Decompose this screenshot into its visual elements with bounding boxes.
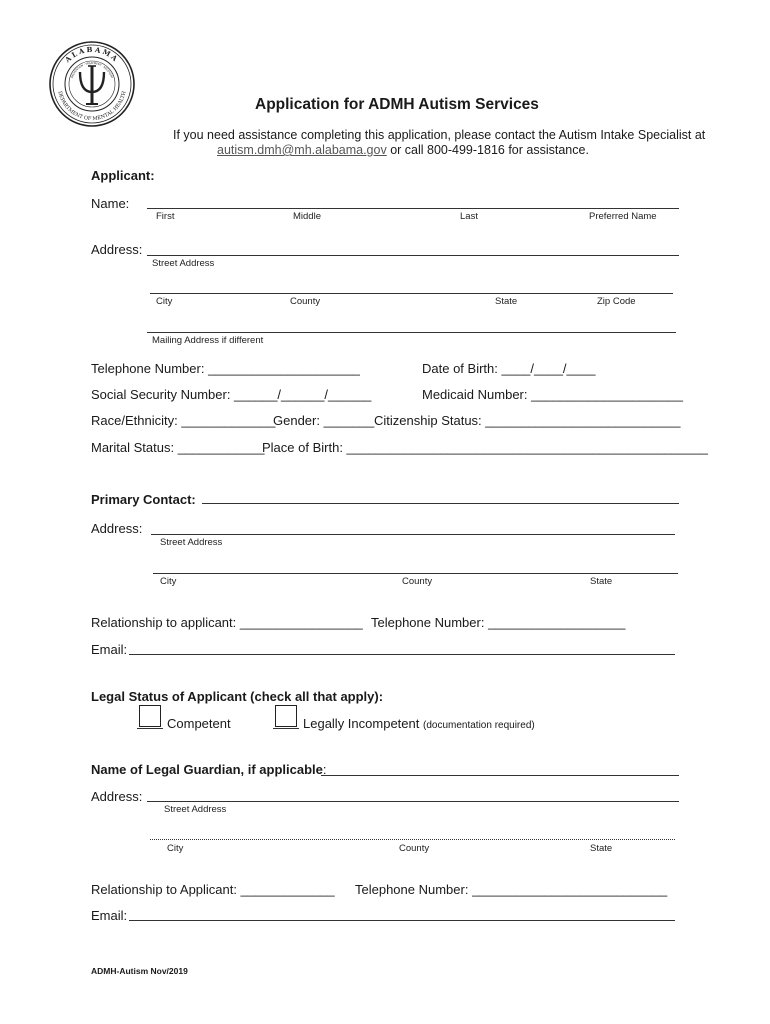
guardian-city-field[interactable] (150, 839, 675, 840)
guardian-name-field[interactable] (321, 775, 679, 776)
applicant-mailing-label: Mailing Address if different (152, 335, 264, 346)
applicant-county-label: County (290, 296, 321, 307)
guardian-address-label: Address: (91, 789, 143, 804)
guardian-email-field[interactable] (129, 920, 675, 921)
svg-text:ALABAMA: ALABAMA (63, 44, 121, 65)
primary-contact-address-label: Address: (91, 521, 143, 536)
competent-checkbox-underline (137, 728, 163, 729)
assistance-line-1: If you need assistance completing this application, please contact the Autism Intake Specialist at (173, 128, 706, 142)
primary-contact-county-label: County (402, 576, 433, 587)
applicant-address-label: Address: (91, 242, 143, 257)
svg-text:PREVENTION · TREATMENT · RECOV: PREVENTION · TREATMENT · RECOVERY (70, 61, 114, 79)
primary-contact-state-label: State (590, 576, 613, 587)
name-last-label: Last (460, 211, 478, 222)
applicant-city-field[interactable] (150, 293, 673, 294)
applicant-name-field[interactable] (147, 208, 679, 209)
applicant-ssn-field[interactable]: Social Security Number: ______/______/______ (91, 387, 372, 402)
primary-contact-telephone-field[interactable]: Telephone Number: ___________________ (371, 615, 626, 630)
applicant-heading: Applicant: (91, 168, 155, 183)
primary-contact-city-field[interactable] (153, 573, 678, 574)
primary-contact-email-field[interactable] (129, 654, 675, 655)
applicant-medicaid-field[interactable]: Medicaid Number: _____________________ (422, 387, 683, 402)
primary-contact-heading: Primary Contact: (91, 492, 196, 507)
applicant-citizenship-field[interactable]: Citizenship Status: ___________________________ (374, 413, 681, 428)
applicant-street-label: Street Address (152, 258, 215, 269)
applicant-mailing-field[interactable] (147, 332, 676, 333)
guardian-heading-colon: : (322, 762, 327, 777)
guardian-email-label: Email: (91, 908, 128, 923)
name-preferred-label: Preferred Name (589, 211, 657, 222)
applicant-dob-field[interactable]: Date of Birth: ____/____/____ (422, 361, 596, 376)
form-footer: ADMH-Autism Nov/2019 (91, 966, 188, 976)
legally-incompetent-text: Legally Incompetent (303, 716, 420, 731)
applicant-street-field[interactable] (147, 255, 679, 256)
legally-incompetent-checkbox-underline (273, 728, 299, 729)
applicant-race-field[interactable]: Race/Ethnicity: _____________ (91, 413, 276, 428)
name-middle-label: Middle (293, 211, 321, 222)
name-first-label: First (156, 211, 175, 222)
guardian-telephone-field[interactable]: Telephone Number: ___________________________ (355, 882, 668, 897)
applicant-state-label: State (495, 296, 518, 307)
admh-seal (48, 40, 136, 128)
primary-contact-street-field[interactable] (151, 534, 675, 535)
primary-contact-name-field[interactable] (202, 503, 679, 504)
page-title: Application for ADMH Autism Services (255, 96, 539, 113)
applicant-birthplace-field[interactable]: Place of Birth: __________________________________________________ (262, 440, 709, 455)
applicant-marital-field[interactable]: Marital Status: ____________ (91, 440, 265, 455)
legal-status-heading: Legal Status of Applicant (check all that apply): (91, 689, 384, 704)
guardian-street-label: Street Address (164, 804, 227, 815)
applicant-telephone-field[interactable]: Telephone Number: _____________________ (91, 361, 360, 376)
svg-text:DEPARTMENT OF MENTAL HEALTH: DEPARTMENT OF MENTAL HEALTH (56, 90, 128, 123)
applicant-gender-field[interactable]: Gender: _______ (273, 413, 375, 428)
applicant-name-label: Name: (91, 196, 130, 211)
intake-email-link[interactable]: autism.dmh@mh.alabama.gov (217, 143, 387, 157)
guardian-state-label: State (590, 843, 613, 854)
primary-contact-relationship-field[interactable]: Relationship to applicant: _________________ (91, 615, 363, 630)
documentation-note: (documentation required) (422, 720, 535, 731)
legally-incompetent-label (303, 716, 535, 733)
assistance-phone-text: or call 800-499-1816 for assistance. (386, 143, 589, 157)
guardian-heading: Name of Legal Guardian, if applicable (91, 762, 323, 777)
assistance-line-2 (217, 143, 589, 157)
primary-contact-email-label: Email: (91, 642, 128, 657)
applicant-city-label: City (156, 296, 173, 307)
primary-contact-street-label: Street Address (160, 537, 223, 548)
guardian-street-field[interactable] (147, 801, 679, 802)
applicant-zip-label: Zip Code (597, 296, 636, 307)
primary-contact-city-label: City (160, 576, 177, 587)
legally-incompetent-checkbox[interactable] (275, 705, 297, 727)
guardian-county-label: County (399, 843, 430, 854)
competent-label: Competent (167, 716, 231, 731)
seal-graphic (48, 40, 136, 128)
competent-checkbox[interactable] (139, 705, 161, 727)
guardian-relationship-field[interactable]: Relationship to Applicant: _____________ (91, 882, 335, 897)
guardian-city-label: City (167, 843, 184, 854)
guardian-heading-row (91, 762, 327, 777)
